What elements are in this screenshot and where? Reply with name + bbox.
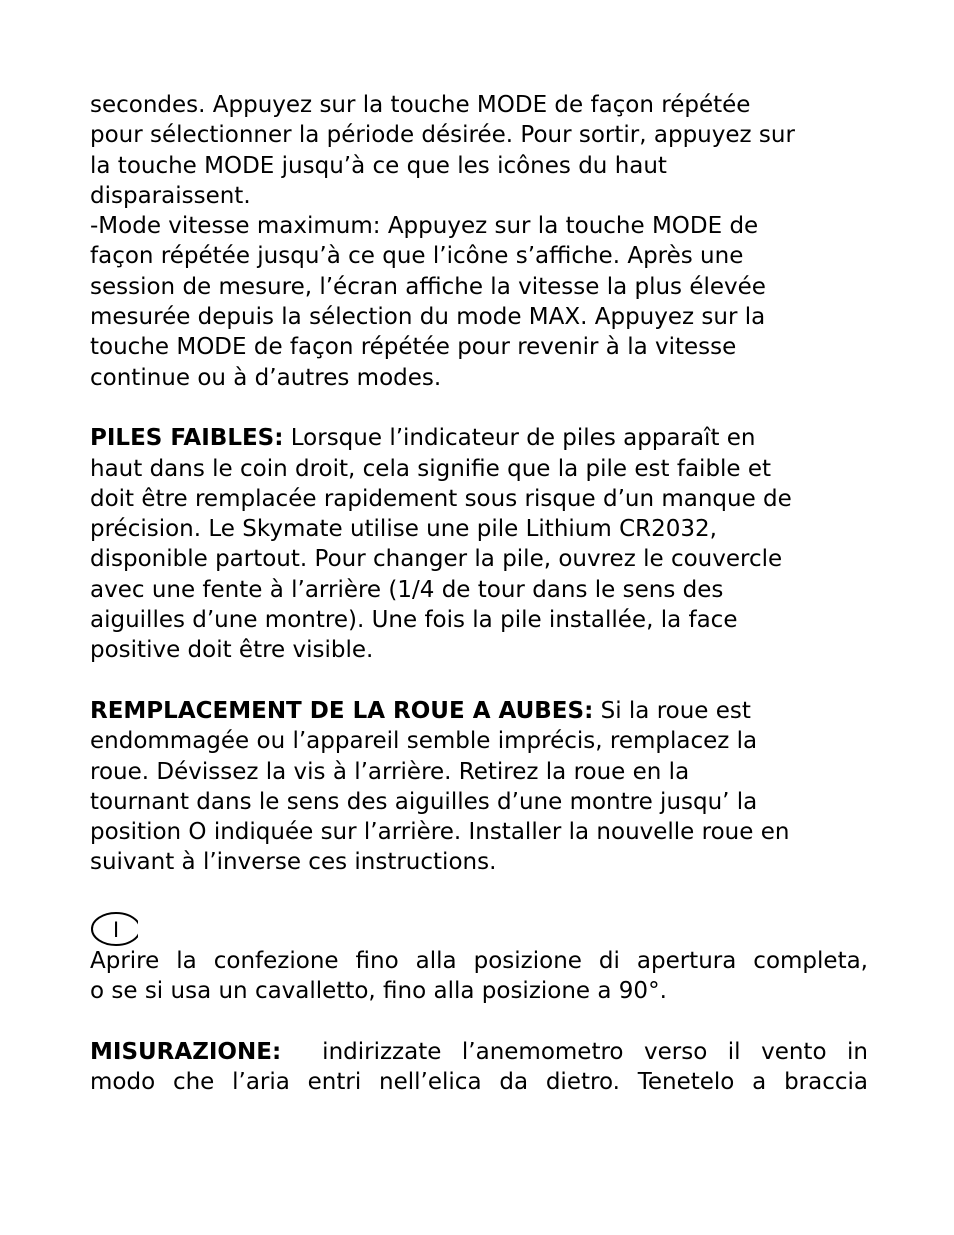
paragraph-gap [90, 666, 868, 696]
paragraph-gap [90, 878, 868, 908]
text-line: pour sélectionner la période désirée. Pour sortir, appuyez sur [90, 122, 795, 149]
text-line: doit être remplacée rapidement sous risque d’un manque de [90, 485, 792, 512]
text-line: secondes. Appuyez sur la touche MODE de façon répétée [90, 92, 751, 118]
text-line: précision. Le Skymate utilise une pile Lithium CR2032, [90, 516, 717, 543]
text-line: continue ou à d’autres modes. [90, 364, 442, 391]
low-battery-first-line: Lorsque l’indicateur de piles apparaît en [283, 425, 756, 452]
impeller-section [90, 696, 868, 878]
max-speed-paragraph [90, 211, 868, 393]
low-battery-heading: PILES FAIBLES: [90, 425, 284, 452]
text-line: mesurée depuis la sélection du mode MAX. Appuyez sur la [90, 304, 766, 331]
impeller-heading: REMPLACEMENT DE LA ROUE A AUBES: [90, 697, 594, 724]
paragraph-gap [90, 1007, 868, 1037]
country-oval-badge-icon [90, 912, 138, 946]
text-line: aiguilles d’une montre). Une fois la pile installée, la face [90, 607, 738, 634]
text-line: façon répétée jusqu’à ce que l’icône s’affiche. Après une [90, 243, 744, 270]
text-line: session de mesure, l’écran affiche la vitesse la plus élevée [90, 273, 766, 300]
opening-paragraph [90, 946, 868, 1007]
text-line: avec une fente à l’arrière (1/4 de tour dans le sens des [90, 576, 724, 603]
badge-letter: I [112, 917, 120, 943]
text-line: disponible partout. Pour changer la pile, ouvrez le couvercle [90, 546, 783, 573]
text-line: disparaissent. [90, 182, 251, 209]
text-line: tournant dans le sens des aiguilles d’une montre jusqu’ la [90, 788, 758, 815]
text-line: touche MODE de façon répétée pour revenir à la vitesse [90, 334, 737, 361]
impeller-first-line: Si la roue est [593, 697, 751, 724]
paragraph-gap [90, 393, 868, 423]
text-line: modo che l’aria entri nell’elica da dietro. Tenetelo a braccia [90, 1069, 868, 1096]
text-line: la touche MODE jusqu’à ce que les icônes du haut [90, 152, 667, 179]
text-line: suivant à l’inverse ces instructions. [90, 849, 497, 876]
mode-intro-paragraph [90, 90, 868, 211]
measurement-heading: MISURAZIONE: [90, 1038, 282, 1065]
text-line: roue. Dévissez la vis à l’arrière. Retirez la roue en la [90, 758, 690, 785]
text-line [90, 696, 868, 726]
text-line: position O indiquée sur l’arrière. Installer la nouvelle roue en [90, 819, 790, 846]
text-line: positive doit être visible. [90, 637, 374, 664]
low-battery-section [90, 423, 868, 665]
text-line: Aprire la confezione fino alla posizione di apertura completa, [90, 948, 868, 975]
manual-page [90, 90, 868, 1098]
text-line [90, 423, 868, 453]
text-line: endommagée ou l’appareil semble imprécis, remplacez la [90, 728, 758, 755]
text-line: -Mode vitesse maximum: Appuyez sur la touche MODE de [90, 213, 759, 240]
text-line: o se si usa un cavalletto, fino alla posizione a 90°. [90, 978, 667, 1005]
measurement-section [90, 1037, 868, 1098]
text-line: haut dans le coin droit, cela signifie que la pile est faible et [90, 455, 772, 482]
text-line [90, 1037, 868, 1067]
measurement-first-line: indirizzate l’anemometro verso il vento in [281, 1038, 868, 1065]
